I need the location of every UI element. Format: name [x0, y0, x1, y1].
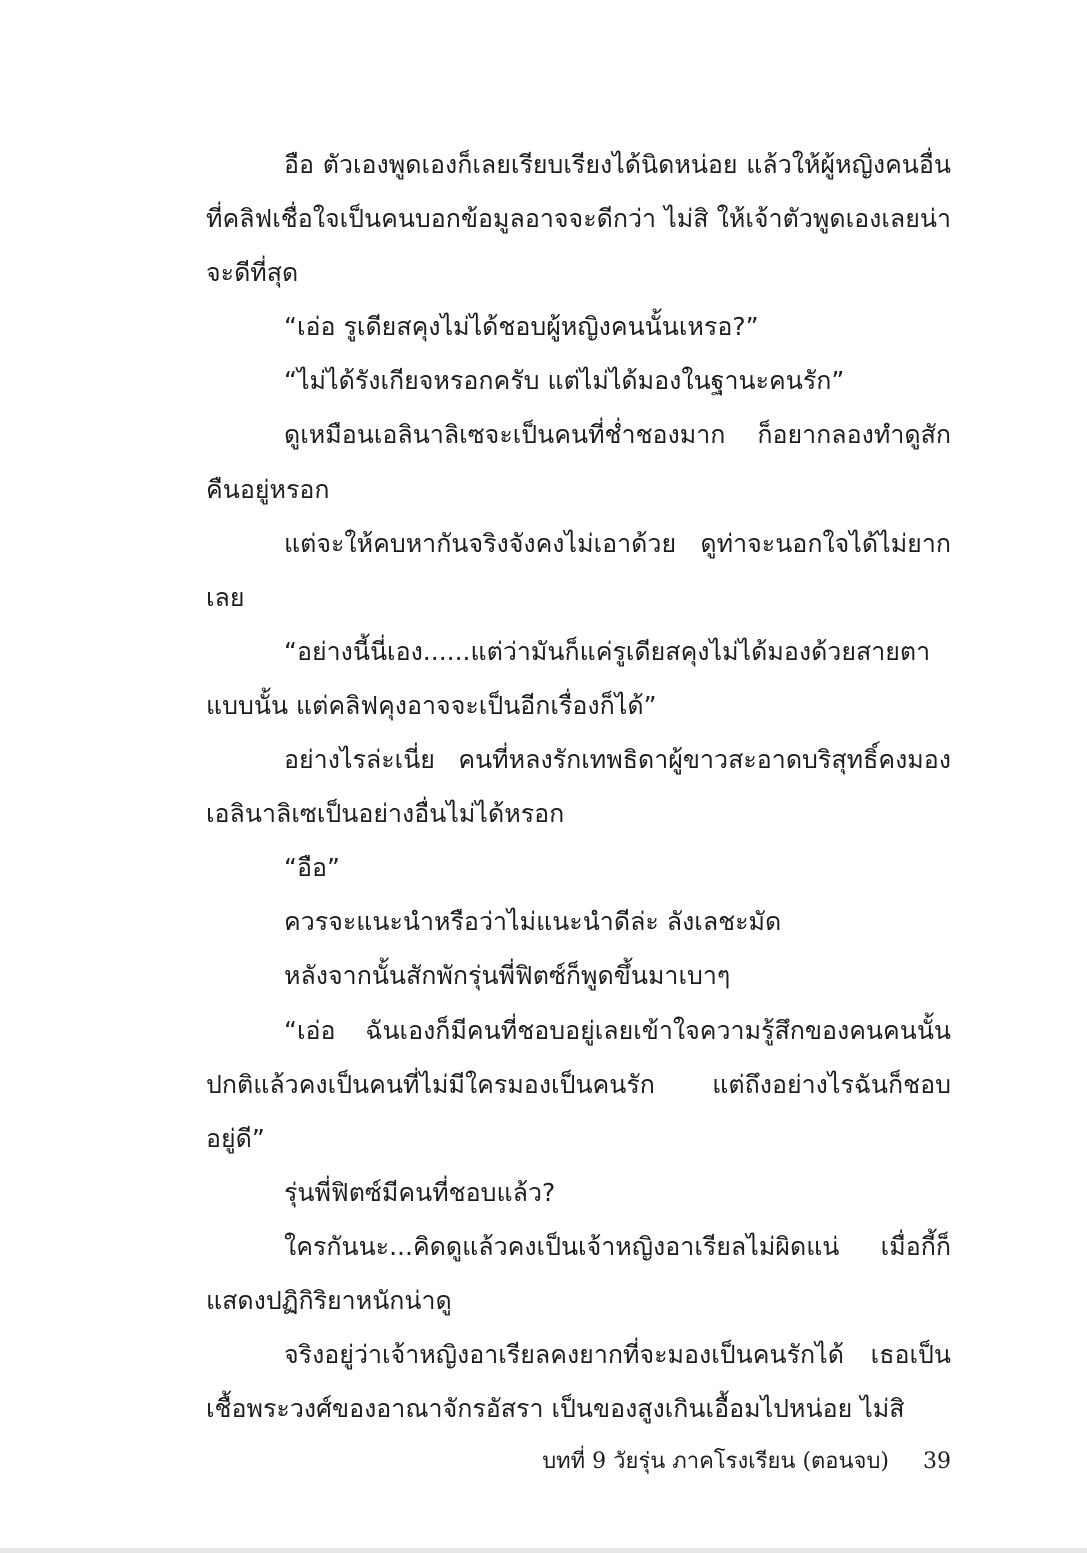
- body-text: [206, 138, 951, 1436]
- running-head: บทที่ 9 วัยรุ่น ภาคโรงเรียน (ตอนจบ): [542, 1449, 889, 1474]
- paragraph: หลังจากนั้นสักพักรุ่นพี่ฟิตซ์ก็พูดขึ้นมาเบาๆ: [284, 961, 731, 991]
- paragraph: รุ่นพี่ฟิตซ์มีคนที่ชอบแล้ว?: [284, 1177, 556, 1207]
- paragraph: “ไม่ได้รังเกียจหรอกครับ แต่ไม่ได้มองในฐานะคนรัก”: [284, 366, 845, 396]
- paragraph: อือ ตัวเองพูดเองก็เลยเรียบเรียงได้นิดหน่อย แล้วให้ผู้หญิงคนอื่นที่คลิฟเชื่อใจเป็นคนบอกข้อมูลอาจจะดีกว่า ไม่สิ ให้เจ้าตัวพูดเองเลยน่าจะดีที่สุด: [206, 150, 951, 288]
- page-footer: [542, 1440, 951, 1484]
- paragraph: “อือ”: [284, 853, 340, 883]
- paragraph: “เอ่อ ฉันเองก็มีคนที่ชอบอยู่เลยเข้าใจความรู้สึกของคนคนนั้น ปกติแล้วคงเป็นคนที่ไม่มีใครมองเป็นคนรัก แต่ถึงอย่างไรฉันก็ชอบอยู่ดี”: [206, 1015, 951, 1153]
- paragraph: “เอ่อ รูเดียสคุงไม่ได้ชอบผู้หญิงคนนั้นเหรอ?”: [284, 312, 759, 342]
- page-number: 39: [923, 1449, 951, 1474]
- paragraph: ดูเหมือนเอลินาลิเซจะเป็นคนที่ช่ำชองมาก ก็อยากลองทำดูสักคืนอยู่หรอก: [206, 420, 951, 504]
- paragraph: “อย่างนี้นี่เอง......แต่ว่ามันก็แค่รูเดียสคุงไม่ได้มองด้วยสายตาแบบนั้น แต่คลิฟคุงอาจจะเป็นอีกเรื่องก็ได้”: [206, 636, 931, 720]
- paragraph: อย่างไรล่ะเนี่ย คนที่หลงรักเทพธิดาผู้ขาวสะอาดบริสุทธิ์คงมองเอลินาลิเซเป็นอย่างอื่นไม่ได้หรอก: [206, 745, 951, 829]
- paragraph: ควรจะแนะนำหรือว่าไม่แนะนำดีล่ะ ลังเลชะมัด: [284, 907, 782, 937]
- page-bottom-edge: [0, 1548, 1087, 1553]
- paragraph: จริงอยู่ว่าเจ้าหญิงอาเรียลคงยากที่จะมองเป็นคนรักได้ เธอเป็นเชื้อพระวงศ์ของอาณาจักรอัสรา เป็นของสูงเกินเอื้อมไปหน่อย ไม่สิ: [206, 1340, 951, 1424]
- paragraph: แต่จะให้คบหากันจริงจังคงไม่เอาด้วย ดูท่าจะนอกใจได้ไม่ยากเลย: [206, 528, 951, 612]
- paragraph: ใครกันนะ...คิดดูแล้วคงเป็นเจ้าหญิงอาเรียลไม่ผิดแน่ เมื่อกี้ก็แสดงปฏิกิริยาหนักน่าดู: [206, 1231, 951, 1315]
